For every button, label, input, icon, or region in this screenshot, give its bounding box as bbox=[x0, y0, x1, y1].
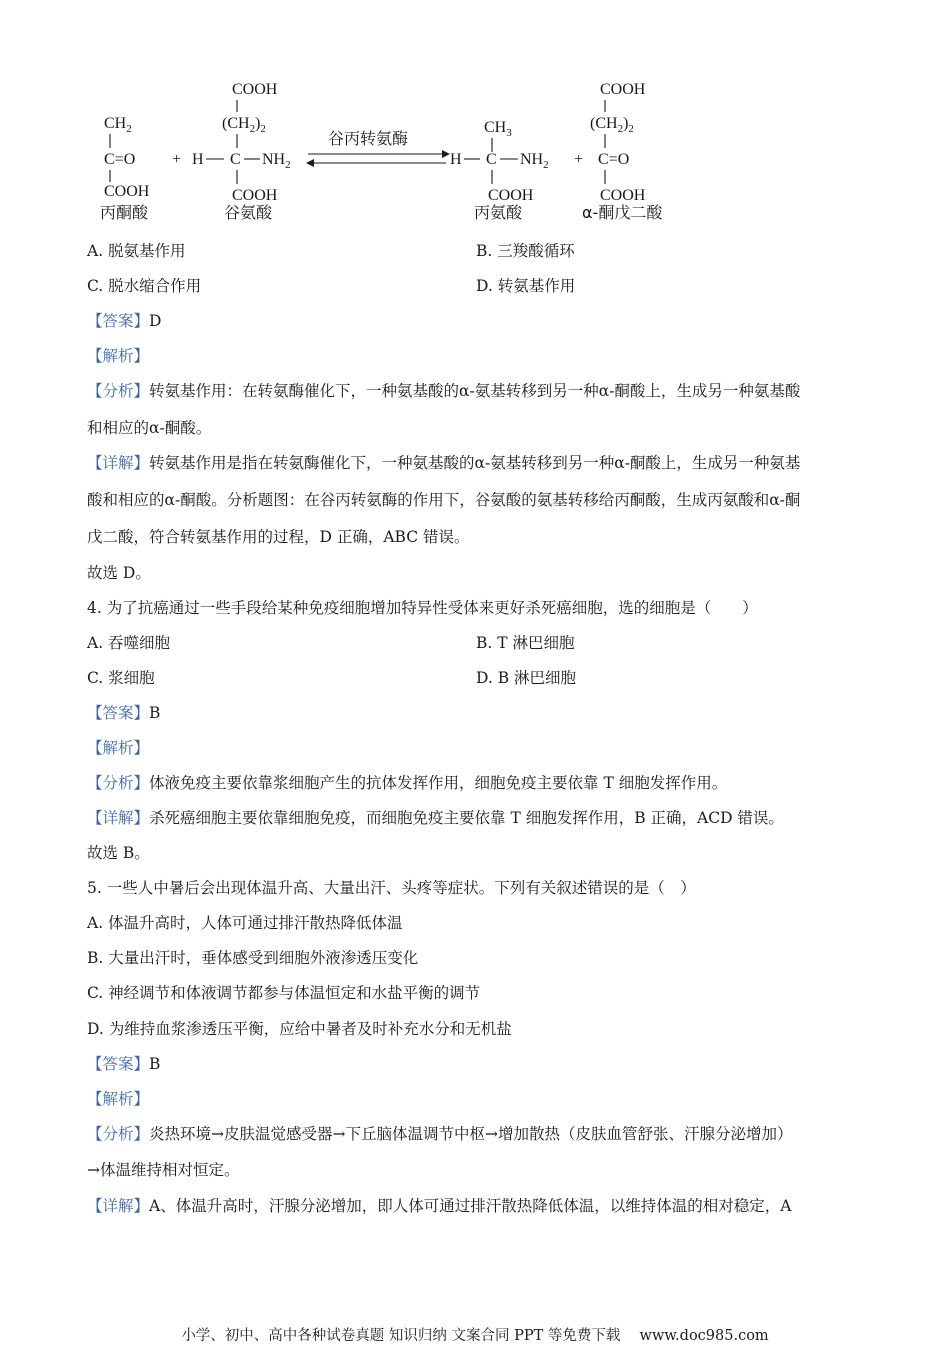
alanine-label: 丙氨酸 bbox=[474, 203, 523, 222]
q5-option-b: B. 大量出汗时，垂体感受到细胞外液渗透压变化 bbox=[87, 949, 419, 967]
q3-option-c: C. 脱水缩合作用 bbox=[87, 277, 202, 295]
plus-sign-1: + bbox=[172, 151, 182, 168]
enzyme-label: 谷丙转氨酶 bbox=[328, 129, 409, 148]
alanine-c: C bbox=[486, 151, 497, 168]
ketoglutarate-ketone: C=O bbox=[598, 151, 630, 168]
q4-option-b: B. T 淋巴细胞 bbox=[476, 634, 575, 652]
q4-conclusion: 故选 B。 bbox=[87, 844, 150, 862]
glutamate-nh2: $NH_2$ bbox=[262, 151, 291, 171]
q5-answer: 【答案】B bbox=[87, 1055, 161, 1073]
glutamate-label: 谷氨酸 bbox=[224, 203, 273, 222]
q3-fenxi-cont: 和相应的α-酮酸。 bbox=[87, 419, 212, 437]
q4-stem: 4. 为了抗癌通过一些手段给某种免疫细胞增加特异性受体来更好杀死癌细胞，选的细胞是（ ） bbox=[87, 599, 758, 617]
q3-fenxi: 【分析】转氨基作用：在转氨酶催化下，一种氨基酸的α-氨基转移到另一种α-酮酸上，生成另一种氨基酸 bbox=[87, 382, 801, 400]
q4-option-a: A. 吞噬细胞 bbox=[87, 634, 171, 652]
page-footer: 小学、初中、高中各种试卷真题 知识归纳 文案合同 PPT 等免费下载 www.doc985.com bbox=[181, 1328, 769, 1344]
ketoglutarate-bottom-cooh: COOH bbox=[600, 187, 646, 204]
alanine-h: H bbox=[450, 151, 462, 168]
q5-option-a: A. 体温升高时，人体可通过排汗散热降低体温 bbox=[87, 914, 403, 932]
q5-stem: 5. 一些人中暑后会出现体温升高、大量出汗、头疼等症状。下列有关叙述错误的是（ ） bbox=[87, 879, 696, 897]
glutamate-ch2: $(CH_2)_2$ bbox=[222, 115, 266, 135]
pyruvate-cooh: COOH bbox=[104, 183, 150, 200]
ketoglutarate-label: α-酮戊二酸 bbox=[582, 203, 663, 222]
transamination-reaction-diagram bbox=[96, 72, 676, 224]
q5-fenxi-cont: →体温维持相对恒定。 bbox=[87, 1161, 240, 1179]
q4-analysis-heading: 【解析】 bbox=[87, 739, 150, 757]
q3-answer: 【答案】D bbox=[87, 312, 162, 330]
ketoglutarate-structure bbox=[582, 81, 663, 222]
q4-option-d: D. B 淋巴细胞 bbox=[476, 669, 577, 687]
pyruvate-label: 丙酮酸 bbox=[100, 203, 149, 222]
q5-xiangjie: 【详解】A、体温升高时，汗腺分泌增加，即人体可通过排汗散热降低体温，以维持体温的相对稳定，A bbox=[87, 1197, 792, 1215]
glutamate-c: C bbox=[230, 151, 241, 168]
q3-option-a: A. 脱氨基作用 bbox=[87, 242, 186, 260]
alanine-cooh: COOH bbox=[488, 187, 534, 204]
q4-fenxi: 【分析】体液免疫主要依靠浆细胞产生的抗体发挥作用，细胞免疫主要依靠 T 细胞发挥作用。 bbox=[87, 774, 728, 792]
q3-option-d: D. 转氨基作用 bbox=[476, 277, 576, 295]
reversible-arrow bbox=[306, 129, 450, 167]
q3-xiangjie-cont-2: 戊二酸，符合转氨基作用的过程，D 正确，ABC 错误。 bbox=[87, 528, 470, 546]
glutamate-bottom-cooh: COOH bbox=[232, 187, 278, 204]
q5-option-d: D. 为维持血浆渗透压平衡，应给中暑者及时补充水分和无机盐 bbox=[87, 1020, 512, 1038]
glutamate-top-cooh: COOH bbox=[232, 81, 278, 98]
q3-option-b: B. 三羧酸循环 bbox=[476, 242, 575, 260]
q5-fenxi: 【分析】炎热环境→皮肤温觉感受器→下丘脑体温调节中枢→增加散热（皮肤血管舒张、汗腺分泌增加） bbox=[87, 1125, 793, 1143]
pyruvate-ch2: $CH_2$ bbox=[104, 115, 132, 135]
q5-option-c: C. 神经调节和体液调节都参与体温恒定和水盐平衡的调节 bbox=[87, 984, 481, 1002]
q3-xiangjie: 【详解】转氨基作用是指在转氨酶催化下，一种氨基酸的α-氨基转移到另一种α-酮酸上，生成另一种氨基 bbox=[87, 454, 801, 472]
q4-xiangjie: 【详解】杀死癌细胞主要依靠细胞免疫，而细胞免疫主要依靠 T 细胞发挥作用，B 正确，ACD 错误。 bbox=[87, 809, 784, 827]
ketoglutarate-ch2: $(CH_2)_2$ bbox=[590, 115, 634, 135]
q4-answer: 【答案】B bbox=[87, 704, 161, 722]
ketoglutarate-top-cooh: COOH bbox=[600, 81, 646, 98]
pyruvate-ketone: C=O bbox=[104, 151, 136, 168]
q3-xiangjie-cont-1: 酸和相应的α-酮酸。分析题图：在谷丙转氨酶的作用下，谷氨酸的氨基转移给丙酮酸，生成丙氨酸和α-酮 bbox=[87, 491, 801, 509]
q3-conclusion: 故选 D。 bbox=[87, 564, 151, 582]
pyruvate-structure bbox=[100, 115, 150, 222]
q5-analysis-heading: 【解析】 bbox=[87, 1090, 150, 1108]
alanine-nh2: $NH_2$ bbox=[520, 151, 549, 171]
glutamate-structure bbox=[192, 81, 291, 222]
glutamate-h: H bbox=[192, 151, 204, 168]
q4-option-c: C. 浆细胞 bbox=[87, 669, 155, 687]
alanine-ch3: $CH_3$ bbox=[484, 119, 512, 139]
q3-analysis-heading: 【解析】 bbox=[87, 347, 150, 365]
plus-sign-2: + bbox=[574, 151, 584, 168]
alanine-structure bbox=[450, 119, 549, 222]
